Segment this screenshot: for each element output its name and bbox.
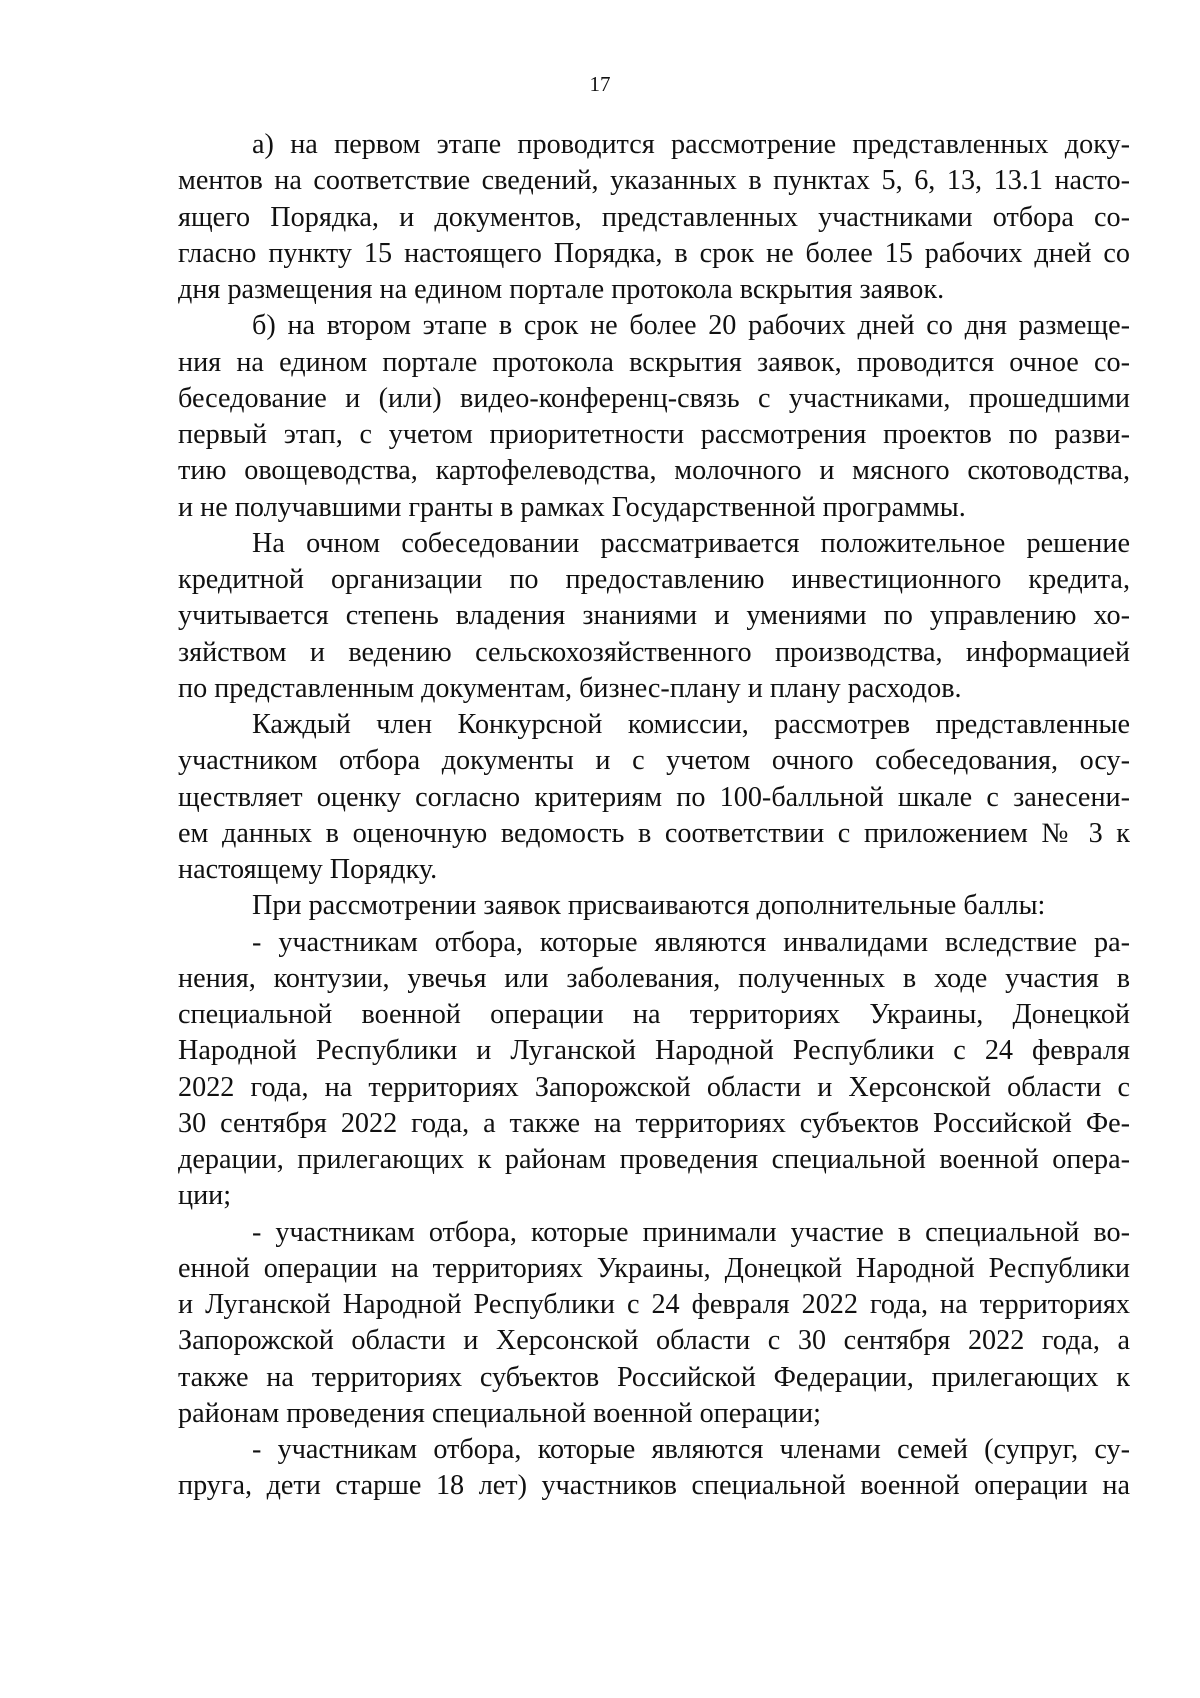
text-line: - участникам отбора, которые принимали участие в специальной во-	[252, 1216, 1130, 1248]
text-line: и не получавшими гранты в рамках Государственной программы.	[178, 491, 966, 523]
text-line: тию овощеводства, картофелеводства, молочного и мясного скотоводства,	[178, 455, 1130, 487]
text-line: 2022 года, на территориях Запорожской области и Херсонской области с	[178, 1071, 1130, 1103]
paragraph	[178, 127, 1130, 308]
text-line: ящего Порядка, и документов, представленных участниками отбора со-	[178, 201, 1130, 233]
text-line: - участникам отбора, которые являются инвалидами вследствие ра-	[252, 926, 1130, 958]
text-line: настоящему Порядку.	[178, 854, 438, 885]
text-line: дня размещения на едином портале протокола вскрытия заявок.	[178, 274, 945, 305]
paragraph	[178, 1432, 1130, 1505]
text-line: ния на едином портале протокола вскрытия заявок, проводится очное со-	[178, 346, 1130, 378]
text-line: На очном собеседовании рассматривается положительное решение	[252, 527, 1130, 559]
text-line: При рассмотрении заявок присваиваются дополнительные баллы:	[252, 890, 1046, 922]
text-line: Запорожской области и Херсонской области с 30 сентября 2022 года, а	[178, 1325, 1130, 1357]
paragraph	[178, 308, 1130, 526]
text-line: енной операции на территориях Украины, Донецкой Народной Республики	[178, 1252, 1130, 1284]
text-line: нения, контузии, увечья или заболевания, полученных в ходе участия в	[178, 962, 1130, 994]
text-line: ем данных в оценочную ведомость в соответствии с приложением № 3 к	[178, 817, 1130, 849]
text-line: пруга, дети старше 18 лет) участников специальной военной операции на	[178, 1470, 1130, 1502]
text-line: беседование и (или) видео-конференц-связь с участниками, прошедшими	[178, 382, 1130, 414]
paragraph	[178, 888, 1130, 924]
text-line: зяйством и ведению сельскохозяйственного производства, информацией	[178, 636, 1130, 668]
text-line: Каждый член Конкурсной комиссии, рассмотрев представленные	[252, 709, 1130, 740]
text-line: районам проведения специальной военной операции;	[178, 1397, 821, 1429]
text-line: специальной военной операции на территориях Украины, Донецкой	[178, 999, 1130, 1030]
paragraph	[178, 1215, 1130, 1433]
text-line: участником отбора документы и с учетом очного собеседования, осу-	[178, 745, 1130, 777]
text-line: б) на втором этапе в срок не более 20 рабочих дней со дня размеще-	[252, 310, 1130, 342]
text-line: 30 сентября 2022 года, а также на территориях субъектов Российской Фе-	[178, 1107, 1130, 1139]
text-line: гласно пункту 15 настоящего Порядка, в срок не более 15 рабочих дней со	[178, 237, 1130, 269]
page-number: 17	[589, 72, 611, 96]
text-line: - участникам отбора, которые являются членами семей (супруг, су-	[252, 1434, 1130, 1465]
text-line: кредитной организации по предоставлению инвестиционного кредита,	[178, 564, 1130, 595]
document-body	[178, 127, 1130, 1505]
text-line: ществляет оценку согласно критериям по 100-балльной шкале с занесени-	[178, 781, 1130, 813]
text-line: первый этап, с учетом приоритетности рассмотрения проектов по разви-	[178, 419, 1130, 450]
text-line: дерации, прилегающих к районам проведения специальной военной опера-	[178, 1144, 1130, 1175]
text-line: а) на первом этапе проводится рассмотрение представленных доку-	[252, 129, 1130, 160]
text-line: и Луганской Народной Республики с 24 февраля 2022 года, на территориях	[178, 1289, 1130, 1320]
text-line: по представленным документам, бизнес-плану и плану расходов.	[178, 672, 962, 704]
paragraph	[178, 925, 1130, 1215]
text-line: Народной Республики и Луганской Народной Республики с 24 февраля	[178, 1035, 1130, 1067]
text-line: ментов на соответствие сведений, указанных в пунктах 5, 6, 13, 13.1 насто-	[178, 165, 1130, 197]
text-line: также на территориях субъектов Российской Федерации, прилегающих к	[178, 1361, 1130, 1393]
text-line: ции;	[178, 1180, 232, 1212]
text-line: учитывается степень владения знаниями и умениями по управлению хо-	[178, 600, 1130, 632]
paragraph	[178, 707, 1130, 888]
paragraph	[178, 526, 1130, 707]
